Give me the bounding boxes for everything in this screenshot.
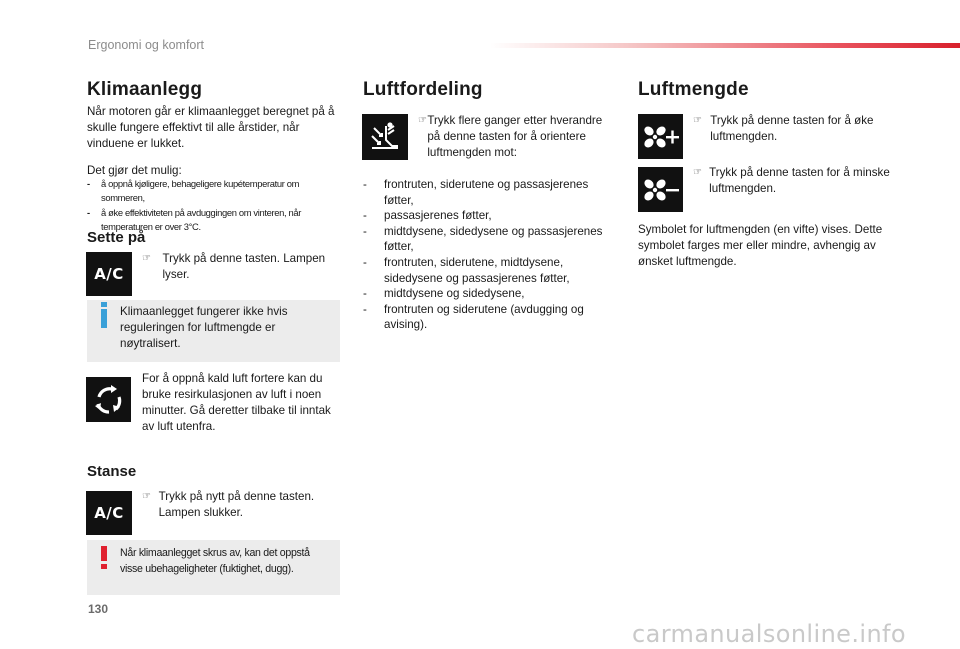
page-number: 130 — [88, 602, 109, 616]
subsection-title-stanse: Stanse — [87, 463, 137, 480]
ac-off-instruction: ☞ Trykk på nytt på denne tasten. Lampen slukker. — [142, 490, 315, 519]
list-item: - passasjerenes føtter, — [363, 209, 492, 223]
hand-pointer-icon: ☞ — [418, 115, 427, 126]
recirculation-icon — [86, 377, 131, 422]
subsection-title-sette-pa: Sette på — [87, 229, 146, 246]
warning-note-box — [87, 540, 340, 595]
possible-label: Det gjør det mulig: — [87, 164, 182, 177]
watermark: carmanualsonline.info — [632, 620, 906, 648]
info-icon — [101, 309, 107, 328]
warning-note-text: Når klimaanlegget skrus av, kan det oppstå visse ubehageligheter (fuktighet, dugg). — [120, 547, 310, 575]
recirculation-text: For å oppnå kald luft fortere kan du bruke resirkulasjonen av luft i noen minutter. Gå deretter tilbake til inntak av luft utenfra. — [142, 372, 331, 433]
section-title-luftmengde: Luftmengde — [638, 79, 749, 100]
intro-paragraph: Når motoren går er klimaanlegget beregnet på å skulle fungere effektivt til alle årstider, når vinduene er lukket. — [87, 105, 335, 150]
header-accent-line — [490, 43, 960, 48]
fan-decrease-icon — [638, 167, 683, 212]
section-title-luftfordeling: Luftfordeling — [363, 79, 483, 100]
fan-increase-icon — [638, 114, 683, 159]
fan-increase-instruction: ☞ Trykk på denne tasten for å øke luftmengden. — [693, 114, 874, 143]
distribution-modes-list — [363, 177, 615, 333]
list-item: - frontruten, siderutene og passasjerenes føtter, — [363, 178, 589, 207]
hand-pointer-icon: ☞ — [693, 167, 702, 178]
possible-item: - å oppnå kjøligere, behageligere kupétemperatur om sommeren, — [87, 178, 300, 203]
distribution-instruction: ☞ Trykk flere ganger etter hverandre på denne tasten for å orientere luftmengden mot: — [418, 114, 603, 159]
section-title-klimaanlegg: Klimaanlegg — [87, 79, 203, 100]
air-distribution-icon — [362, 114, 408, 160]
ac-button-icon: A/C — [86, 491, 132, 535]
list-item: - midtdysene og sidedysene, — [363, 287, 525, 301]
possible-list — [87, 177, 345, 234]
list-item: - frontruten, siderutene, midtdysene, sidedysene og passasjerenes føtter, — [363, 255, 570, 285]
hand-pointer-icon: ☞ — [142, 491, 151, 502]
hand-pointer-icon: ☞ — [693, 115, 702, 126]
ac-on-instruction: ☞ Trykk på denne tasten. Lampen lyser. — [142, 252, 326, 281]
possible-item: - å øke effektiviteten på avduggingen om vinteren, når temperaturen er over 3°C. — [87, 207, 301, 232]
list-item: - midtdysene, sidedysene og passasjerenes føtter, — [363, 224, 603, 254]
info-note-box — [87, 300, 340, 362]
fan-symbol-note: Symbolet for luftmengden (en vifte) vises. Dette symbolet farges mer eller mindre, avhengig av ønsket luftmengde. — [638, 223, 883, 268]
fan-decrease-instruction: ☞ Trykk på denne tasten for å minske luftmengden. — [693, 166, 890, 195]
warning-icon — [101, 546, 107, 561]
ac-button-icon: A/C — [86, 252, 132, 296]
list-item: - frontruten og siderutene (avdugging og avising). — [363, 302, 584, 332]
chapter-title: Ergonomi og komfort — [88, 38, 205, 52]
hand-pointer-icon: ☞ — [142, 253, 151, 264]
info-note-text: Klimaanlegget fungerer ikke hvis reguleringen for luftmengde er nøytralisert. — [120, 305, 288, 350]
